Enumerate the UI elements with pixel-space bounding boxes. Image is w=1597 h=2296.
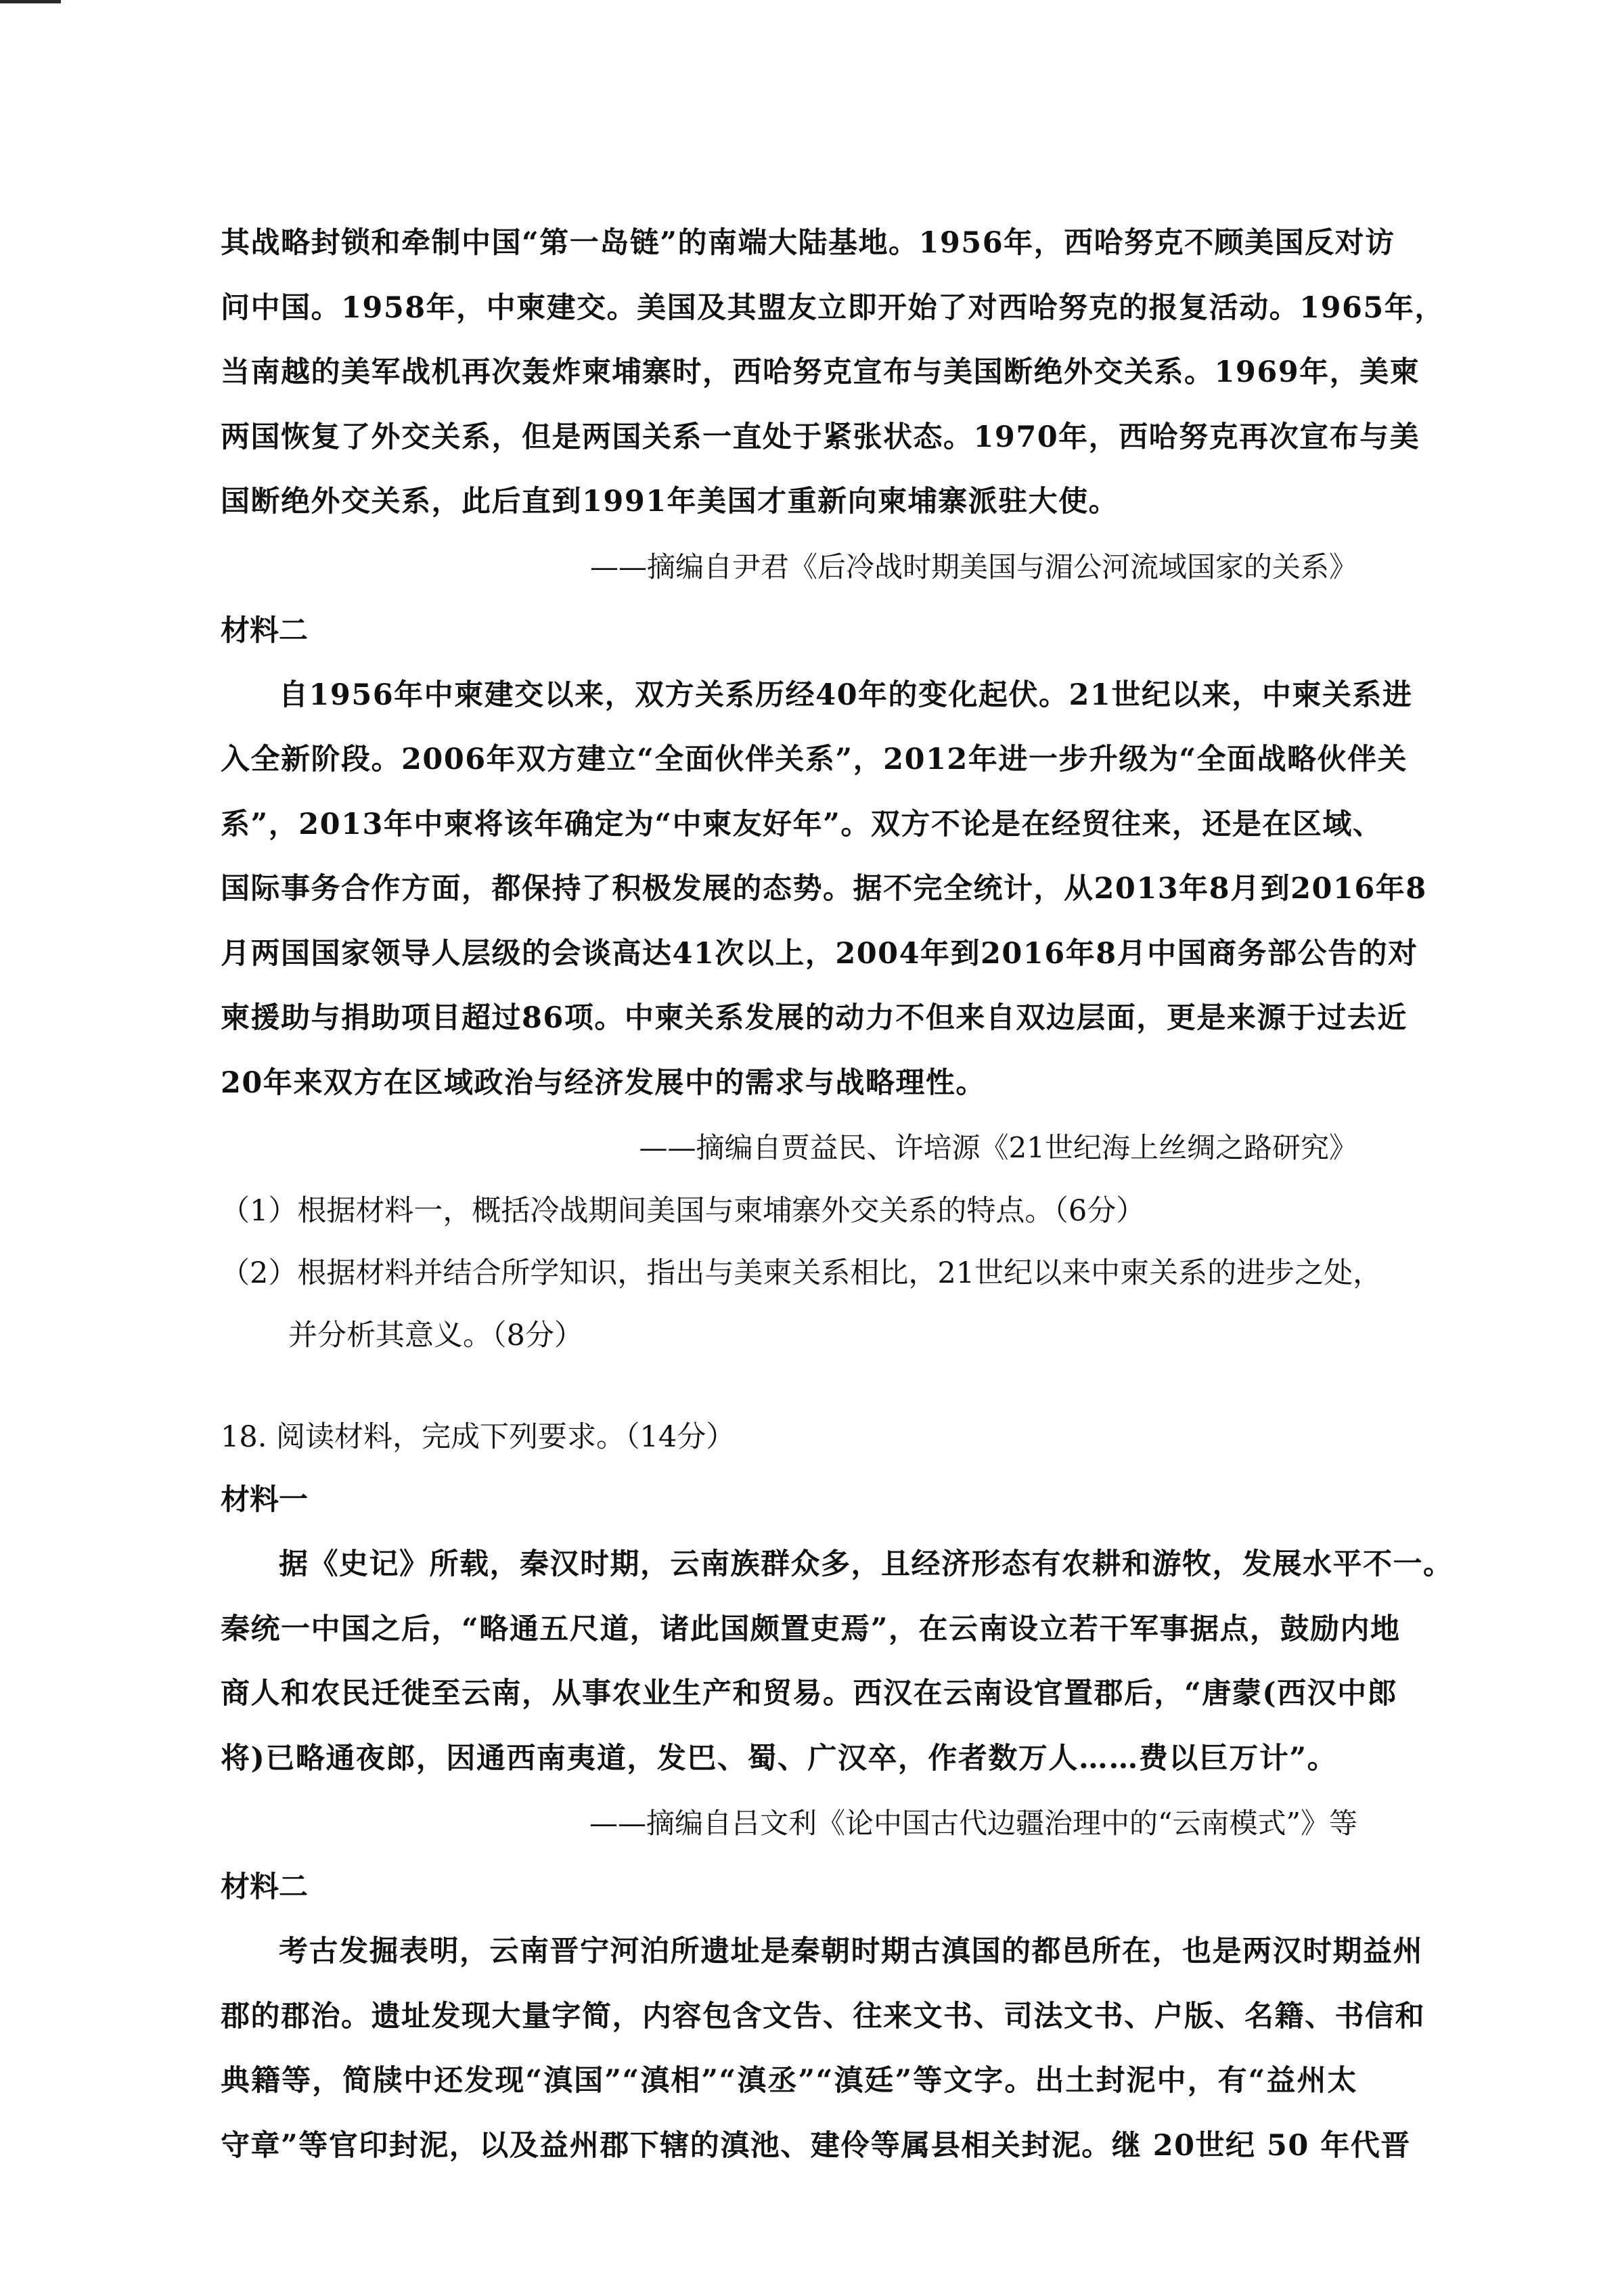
text-line: 柬援助与捐助项目超过86项。中柬关系发展的动力不但来自双边层面，更是来源于过去近	[221, 1001, 1408, 1035]
text-line: 两国恢复了外交关系，但是两国关系一直处于紧张状态。1970年，西哈努克再次宣布与美	[221, 420, 1420, 454]
question-2-line-1: （2）根据材料并结合所学知识，指出与美柬关系相比，21世纪以来中柬关系的进步之处，	[221, 1256, 1382, 1290]
q18-material-1-label: 材料一	[221, 1483, 308, 1517]
text-line: 当南越的美军战机再次轰炸柬埔寨时，西哈努克宣布与美国断绝外交关系。1969年，美柬	[221, 355, 1420, 389]
scan-edge-mark	[0, 0, 61, 3]
text-line: 郡的郡治。遗址发现大量字简，内容包含文告、往来文书、司法文书、户版、名籍、书信和	[221, 1999, 1425, 2033]
material-2-paragraph	[221, 663, 1427, 1116]
text-line: 将)已略通夜郎，因通西南夷道，发巴、蜀、广汉卒，作者数万人……费以巨万计”。	[221, 1741, 1338, 1775]
text-line: 典籍等，简牍中还发现“滇国”“滇相”“滇丞”“滇廷”等文字。出土封泥中，有“益州太	[221, 2064, 1357, 2098]
material-2-source: ——摘编自贾益民、许培源《21世纪海上丝绸之路研究》	[639, 1131, 1357, 1164]
q18-material-1-paragraph	[221, 1532, 1454, 1791]
question-1: （1）根据材料一，概括冷战期间美国与柬埔寨外交关系的特点。（6分）	[221, 1194, 1146, 1228]
text-line: 商人和农民迁徙至云南，从事农业生产和贸易。西汉在云南设官置郡后，“唐蒙(西汉中郎	[221, 1677, 1398, 1710]
q18-material-2-paragraph	[221, 1920, 1425, 2178]
page-content	[221, 211, 1454, 2178]
text-line: 秦统一中国之后，“略通五尺道，诸此国颇置吏焉”，在云南设立若干军事据点，鼓励内地	[221, 1612, 1401, 1646]
text-line: 其战略封锁和牵制中国“第一岛链”的南端大陆基地。1956年，西哈努克不顾美国反对访	[221, 226, 1395, 260]
text-line: 20年来双方在区域政治与经济发展中的需求与战略理性。	[221, 1065, 986, 1100]
material-1-source: ——摘编自尹君《后冷战时期美国与湄公河流域国家的关系》	[589, 550, 1357, 583]
text-line: 自1956年中柬建交以来，双方关系历经40年的变化起伏。21世纪以来，中柬关系进	[279, 678, 1413, 712]
text-line: 据《史记》所载，秦汉时期，云南族群众多，且经济形态有农耕和游牧，发展水平不一。	[279, 1547, 1454, 1581]
material-1-paragraph	[221, 211, 1445, 535]
q18-material-1-source: ——摘编自吕文利《论中国古代边疆治理中的“云南模式”》等	[589, 1807, 1357, 1840]
text-line: 入全新阶段。2006年双方建立“全面伙伴关系”，2012年进一步升级为“全面战略伙伴关	[221, 743, 1408, 776]
q18-material-2-label: 材料二	[221, 1870, 308, 1904]
text-line: 国断绝外交关系，此后直到1991年美国才重新向柬埔寨派驻大使。	[221, 485, 1119, 518]
text-line: 问中国。1958年，中柬建交。美国及其盟友立即开始了对西哈努克的报复活动。1965年，	[221, 290, 1445, 325]
text-line: 国际事务合作方面，都保持了积极发展的态势。据不完全统计，从2013年8月到2016年8	[221, 872, 1427, 906]
material-2-label: 材料二	[221, 613, 308, 648]
text-line: 系”，2013年中柬将该年确定为“中柬友好年”。双方不论是在经贸往来，还是在区域、	[221, 807, 1383, 841]
text-line: 守章”等官印封泥，以及益州郡下辖的滇池、建伶等属县相关封泥。继 20世纪 50 年代晋	[221, 2128, 1411, 2163]
question-18-heading: 18. 阅读材料，完成下列要求。（14分）	[221, 1420, 736, 1454]
text-line: 月两国国家领导人层级的会谈高达41次以上，2004年到2016年8月中国商务部公告的对	[221, 936, 1418, 971]
section-gap	[221, 1367, 1357, 1406]
question-2-line-2: 并分析其意义。（8分）	[288, 1319, 583, 1352]
text-line: 考古发掘表明，云南晋宁河泊所遗址是秦朝时期古滇国的都邑所在，也是两汉时期益州	[279, 1935, 1423, 1968]
